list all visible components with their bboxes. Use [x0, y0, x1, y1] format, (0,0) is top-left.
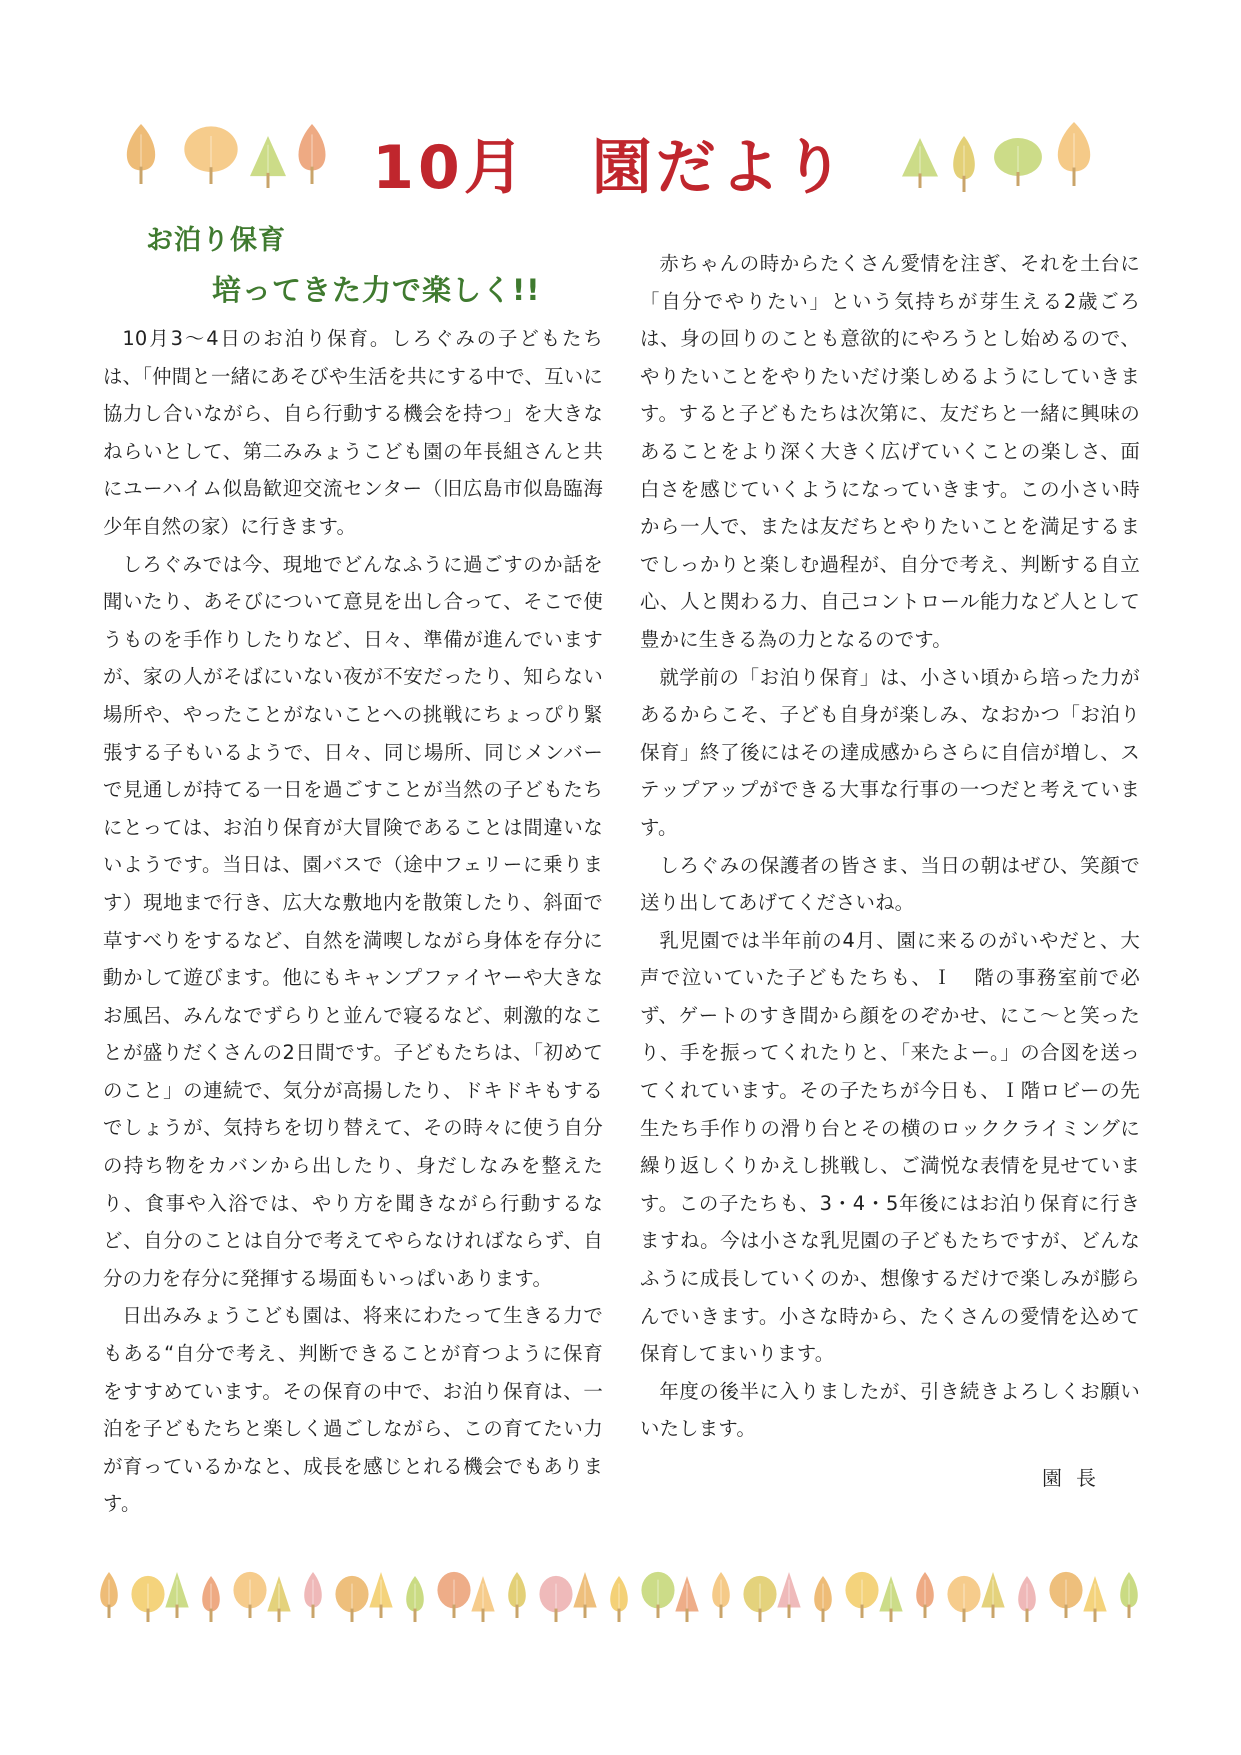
tree-icon	[402, 1574, 428, 1626]
tree-icon	[1116, 1570, 1142, 1622]
tree-icon	[900, 136, 940, 192]
tree-icon	[96, 1570, 122, 1622]
left-column	[103, 320, 603, 1523]
tree-border-footer	[96, 1570, 1156, 1628]
tree-icon	[1082, 1574, 1108, 1626]
tree-icon	[334, 1574, 370, 1626]
tree-icon	[674, 1574, 700, 1626]
tree-icon	[292, 122, 332, 188]
tree-icon	[538, 1574, 574, 1626]
tree-icon	[810, 1574, 836, 1626]
paragraph: 日出みみょうこども園は、将来にわたって生きる力でもある“自分で考え、判断できることが育つように保育をすすめています。その保育の中で、お泊り保育は、一泊を子どもたちと楽しく過ごしながら、この育てたい力が育っているかなと、成長を感じとれる機会でもあります。	[103, 1304, 603, 1516]
tree-icon	[182, 124, 240, 188]
tree-icon	[980, 1570, 1006, 1622]
tree-icon	[368, 1570, 394, 1622]
tree-icon	[1014, 1574, 1040, 1626]
header	[0, 120, 1241, 220]
tree-icon	[1048, 1570, 1084, 1622]
tree-icon	[992, 136, 1044, 190]
tree-icon	[470, 1574, 496, 1626]
tree-illustration-right	[900, 120, 1100, 220]
tree-icon	[120, 122, 162, 188]
paragraph: 赤ちゃんの時からたくさん愛情を注ぎ、それを土台に「自分でやりたい」という気持ちが芽生える2歳ごろは、身の回りのことも意欲的にやろうとし始めるので、やりたいことをやりたいだけ楽しめるようにしていきます。すると子どもたちは次第に、友だちと一緒に興味のあることをより深く大きく広げていくことの楽しさ、面白さを感じていくようになっていきます。この小さい時から一人で、または友だちとやりたいことを満足するまでしっかりと楽しむ過程が、自分で考え、判断する自立心、人と関わる力、自己コントロール能力など人として豊かに生きる為の力となるのです。	[640, 252, 1140, 651]
tree-icon	[198, 1574, 224, 1626]
tree-icon	[572, 1570, 598, 1622]
paragraph: 就学前の「お泊り保育」は、小さい頃から培った力があるからこそ、子ども自身が楽しみ、なおかつ「お泊り保育」終了後にはその達成感からさらに自信が増し、ステップアップができる大事な行事の一つだと考えています。	[640, 665, 1140, 839]
tree-illustration-left	[120, 120, 340, 220]
paragraph: しろぐみでは今、現地でどんなふうに過ごすのか話を聞いたり、あそびについて意見を出し合って、そこで使うものを手作りしたりなど、日々、準備が進んでいますが、家の人がそばにいない夜が不安だったり、知らない場所や、やったことがないことへの挑戦にちょっぴり緊張する子もいるようで、日々、同じ場所、同じメンバーで見通しが持てる一日を過ごすことが当然の子どもたちにとっては、お泊り保育が大冒険であることは間違いないようです。当日は、園バスで（途中フェリーに乗ります）現地まで行き、広大な敷地内を散策したり、斜面で草すべりをするなど、自然を満喫しながら身体を存分に動かして遊びます。他にもキャンプファイヤーや大きなお風呂、みんなでずらりと並んで寝るなど、刺激的なことが盛りだくさんの2日間です。子どもたちは、「初めてのこと」の連続で、気分が高揚したり、ドキドキもするでしょうが、気持ちを切り替えて、その時々に使う自分の持ち物をカバンから出したり、身だしなみを整えたり、食事や入浴では、やり方を聞きながら行動するなど、自分のことは自分で考えてやらなければならず、自分の力を存分に発揮する場面もいっぱいあります。	[103, 552, 603, 1290]
tree-icon	[912, 1570, 938, 1622]
tree-icon	[606, 1574, 632, 1626]
paragraph: しろぐみの保護者の皆さま、当日の朝はぜひ、笑顔で送り出してあげてくださいね。	[640, 853, 1140, 915]
tree-icon	[878, 1574, 904, 1626]
signature: 園長	[1042, 1466, 1110, 1490]
article-subtitle-2: 培ってきた力で楽しく!!	[212, 273, 541, 307]
tree-icon	[266, 1574, 292, 1626]
tree-icon	[742, 1574, 778, 1626]
tree-icon	[948, 134, 980, 196]
paragraph: 10月3〜4日のお泊り保育。しろぐみの子どもたちは、「仲間と一緒にあそびや生活を共にする中で、互いに協力し合いながら、自ら行動する機会を持つ」を大きなねらいとして、第二みみょうこども園の年長組さんと共にユーハイム似島歓迎交流センター（旧広島市似島臨海少年自然の家）に行きます。	[103, 327, 603, 538]
tree-icon	[946, 1574, 982, 1626]
tree-icon	[300, 1570, 326, 1622]
tree-icon	[248, 134, 288, 192]
tree-icon	[640, 1570, 676, 1622]
tree-icon	[232, 1570, 268, 1622]
paragraph: 乳児園では半年前の4月、園に来るのがいやだと、大声で泣いていた子どもたちも、Ｉ 階の事務室前で必ず、ゲートのすき間から顔をのぞかせ、にこ〜と笑ったり、手を振ってくれたりと、「来たよー。」の合図を送ってくれています。その子たちが今日も、Ｉ階ロビーの先生たち手作りの滑り台とその横のロッククライミングに繰り返しくりかえし挑戦し、ご満悦な表情を見せています。この子たちも、3・4・5年後にはお泊り保育に行きますね。今は小さな乳児園の子どもたちですが、どんなふうに成長していくのか、想像するだけで楽しみが膨らんでいきます。小さな時から、たくさんの愛情を込めて保育してまいります。	[640, 928, 1140, 1366]
tree-icon	[436, 1570, 472, 1622]
tree-icon	[130, 1574, 166, 1626]
tree-icon	[164, 1570, 190, 1622]
tree-icon	[1050, 120, 1098, 190]
article-subtitle-1: お泊り保育	[146, 225, 286, 256]
tree-icon	[776, 1570, 802, 1622]
right-column	[640, 245, 1140, 1448]
tree-icon	[708, 1570, 734, 1622]
paragraph: 年度の後半に入りましたが、引き続きよろしくお願いいたします。	[640, 1379, 1140, 1441]
page-title: 10月 園だより	[372, 133, 848, 203]
tree-icon	[504, 1570, 530, 1622]
tree-icon	[844, 1570, 880, 1622]
